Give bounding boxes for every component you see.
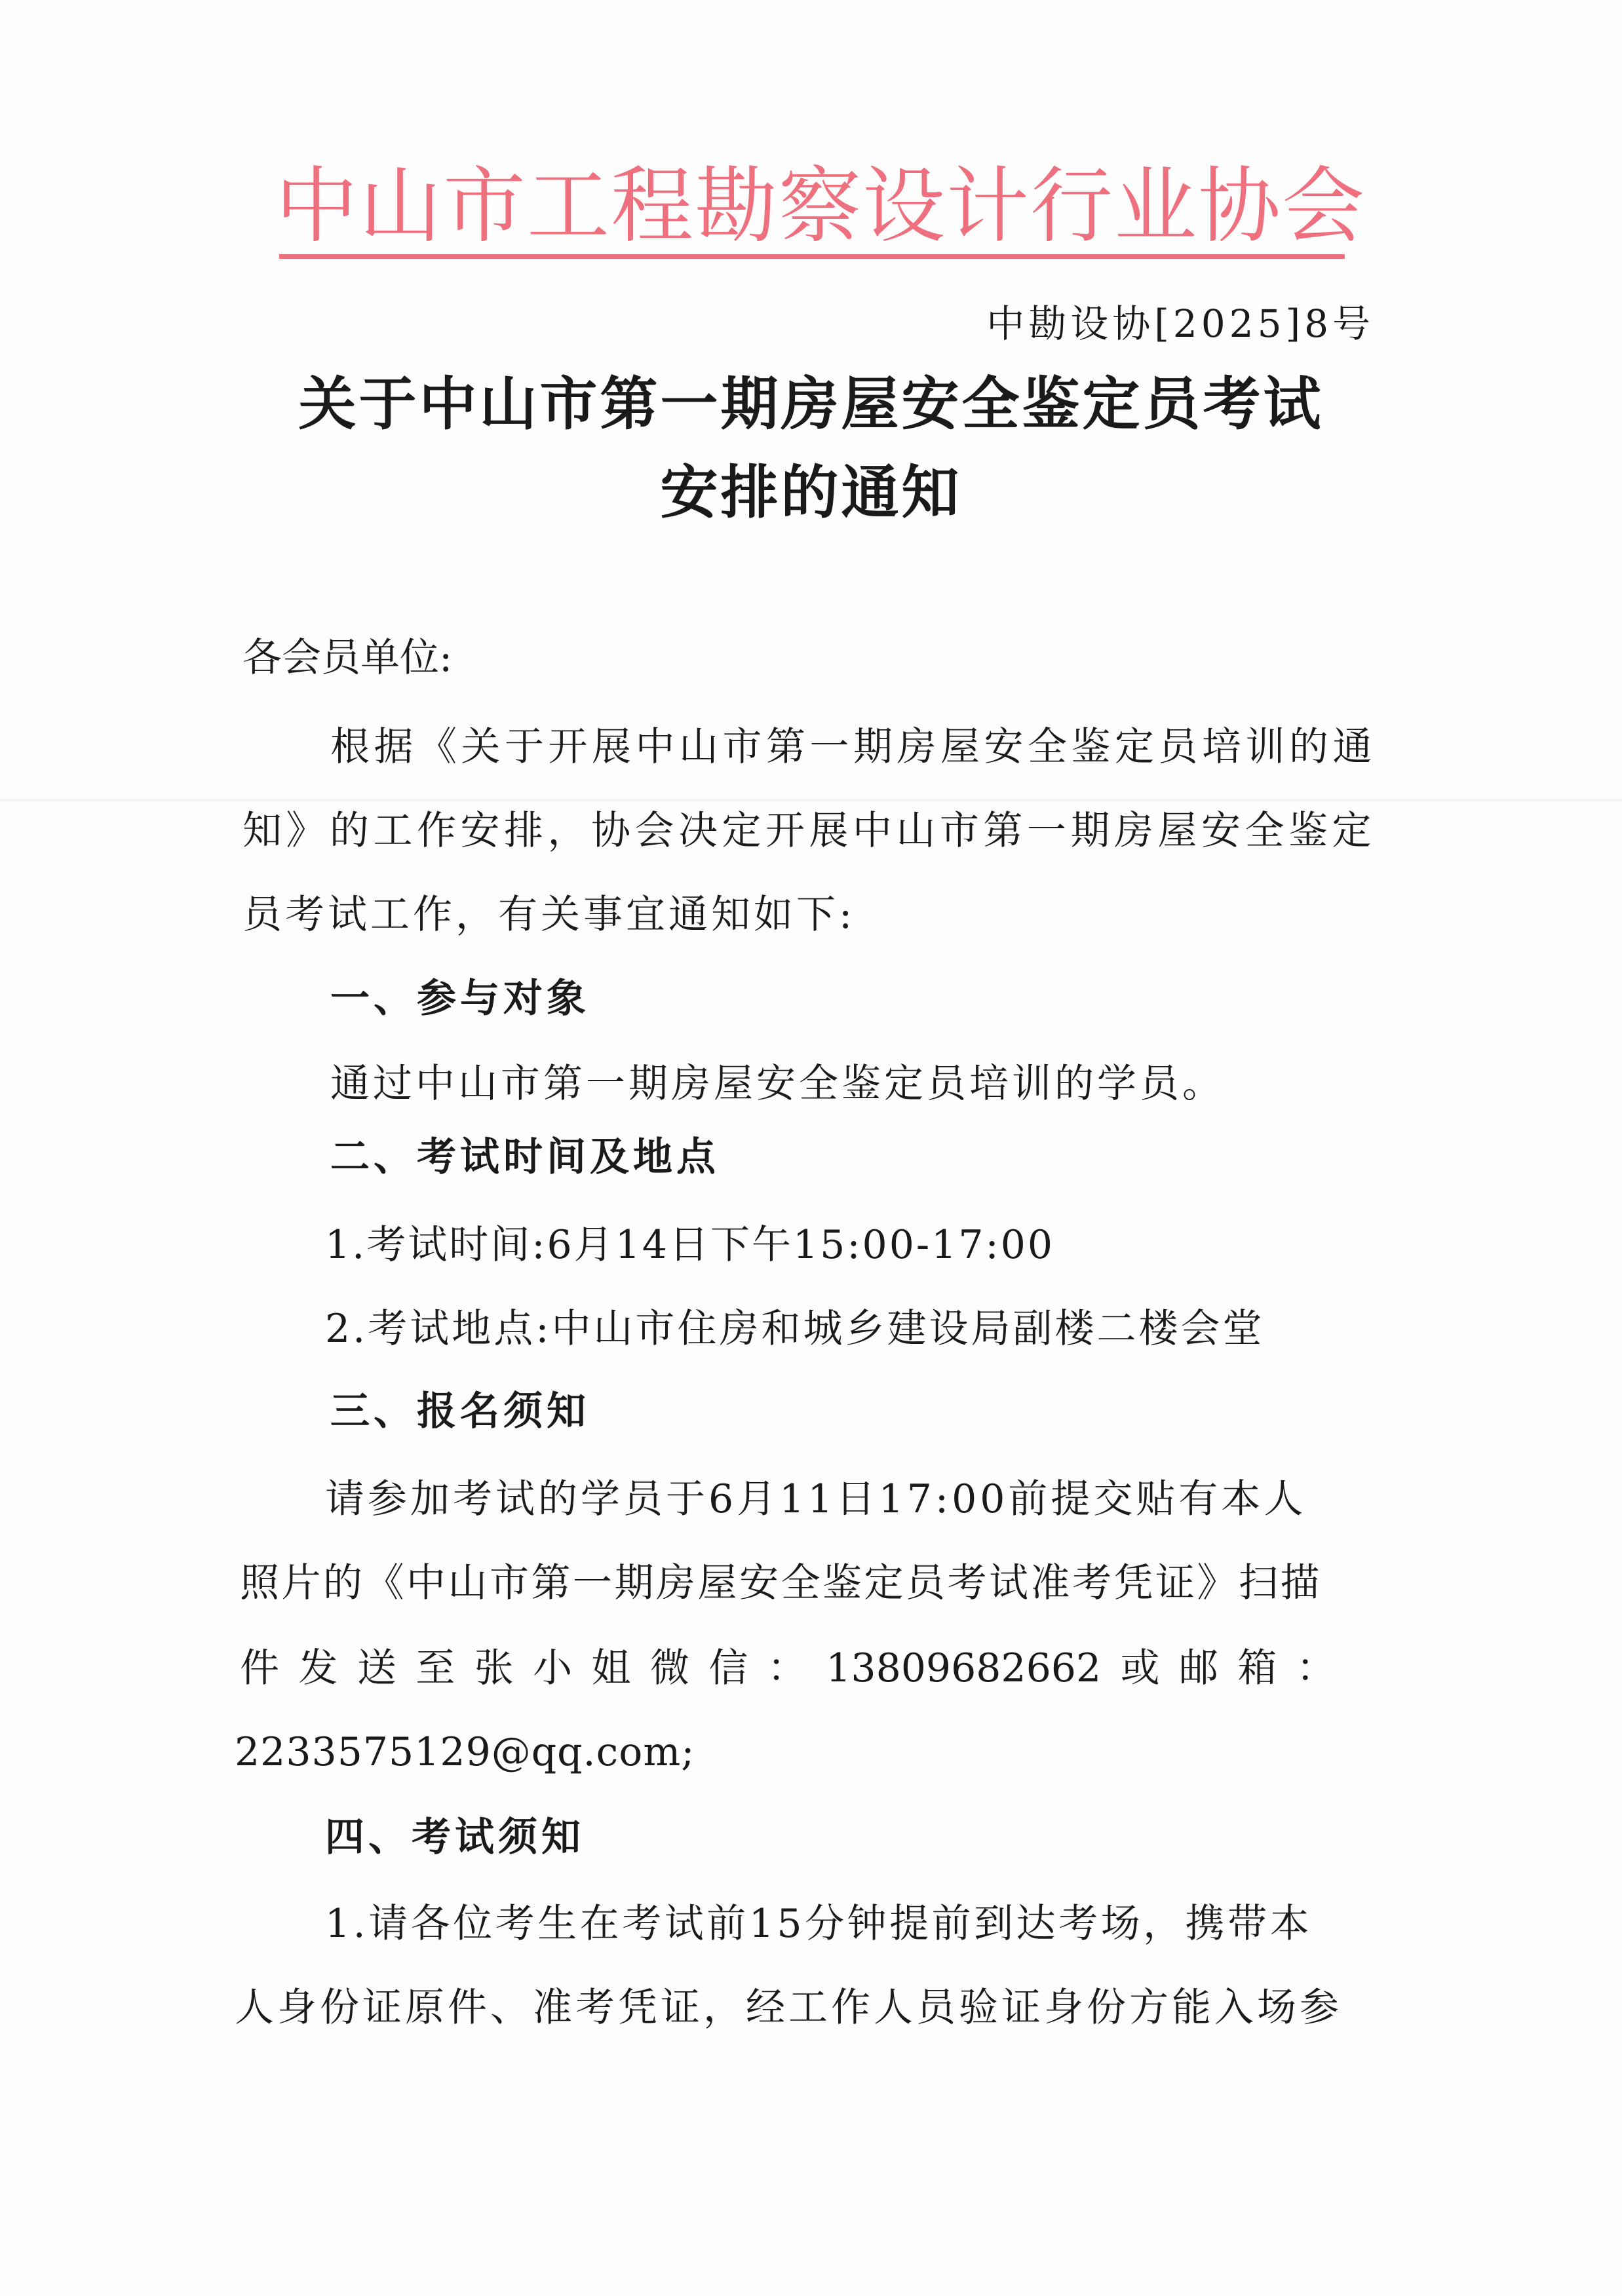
paper-fold-line bbox=[0, 798, 1622, 802]
section3-text-line-1: 请参加考试的学员于6月11日17:00前提交贴有本人 bbox=[325, 1476, 1307, 1522]
salutation: 各会员单位: bbox=[242, 635, 453, 681]
section1-text: 通过中山市第一期房屋安全鉴定员培训的学员。 bbox=[330, 1061, 1225, 1107]
word: 发 bbox=[298, 1645, 338, 1691]
section3-heading: 三、报名须知 bbox=[330, 1388, 590, 1434]
section1-heading: 一、参与对象 bbox=[330, 976, 590, 1022]
intro-line-1: 根据《关于开展中山市第一期房屋安全鉴定员培训的通 bbox=[330, 724, 1376, 770]
word: 微 bbox=[649, 1645, 689, 1691]
word: 送 bbox=[357, 1645, 396, 1691]
organization-header: 中山市工程勘察设计行业协会 bbox=[275, 158, 1366, 254]
intro-line-2: 知》的工作安排，协会决定开展中山市第一期房屋安全鉴定 bbox=[242, 808, 1376, 854]
word: 张 bbox=[474, 1645, 514, 1691]
word: 至 bbox=[415, 1645, 455, 1691]
document-title-line1: 关于中山市第一期房屋安全鉴定员考试 bbox=[298, 370, 1324, 438]
section2-heading: 二、考试时间及地点 bbox=[330, 1134, 720, 1180]
section2-item-1: 1.考试时间:6月14日下午15:00-17:00 bbox=[325, 1222, 1055, 1268]
section3-text-line-2: 照片的《中山市第一期房屋安全鉴定员考试准考凭证》扫描 bbox=[240, 1560, 1322, 1606]
word: 箱 bbox=[1237, 1645, 1277, 1691]
word: ： bbox=[1296, 1645, 1336, 1691]
document-title-line2: 安排的通知 bbox=[660, 459, 962, 526]
section4-item-1-line-2: 人身份证原件、准考凭证，经工作人员验证身份方能入场参 bbox=[235, 1985, 1342, 2031]
word: ： bbox=[767, 1645, 807, 1691]
word: 件 bbox=[240, 1645, 279, 1691]
word: 信 bbox=[708, 1645, 748, 1691]
email-address: 2233575129@qq.com; bbox=[235, 1729, 695, 1775]
word: 或 bbox=[1120, 1645, 1160, 1691]
intro-line-3: 员考试工作，有关事宜通知如下: bbox=[242, 892, 856, 938]
phone-number: 13809682662 bbox=[826, 1645, 1102, 1691]
word: 小 bbox=[533, 1645, 573, 1691]
document-number: 中勘设协[2025]8号 bbox=[986, 301, 1374, 346]
word: 姐 bbox=[591, 1645, 631, 1691]
section3-text-line-3 bbox=[240, 1641, 1336, 1696]
word: 邮 bbox=[1178, 1645, 1218, 1691]
header-underline bbox=[279, 254, 1345, 259]
section4-heading: 四、考试须知 bbox=[325, 1814, 585, 1860]
section4-item-1-line-1: 1.请各位考生在考试前15分钟提前到达考场，携带本 bbox=[325, 1901, 1313, 1947]
section2-item-2: 2.考试地点:中山市住房和城乡建设局副楼二楼会堂 bbox=[325, 1306, 1265, 1352]
